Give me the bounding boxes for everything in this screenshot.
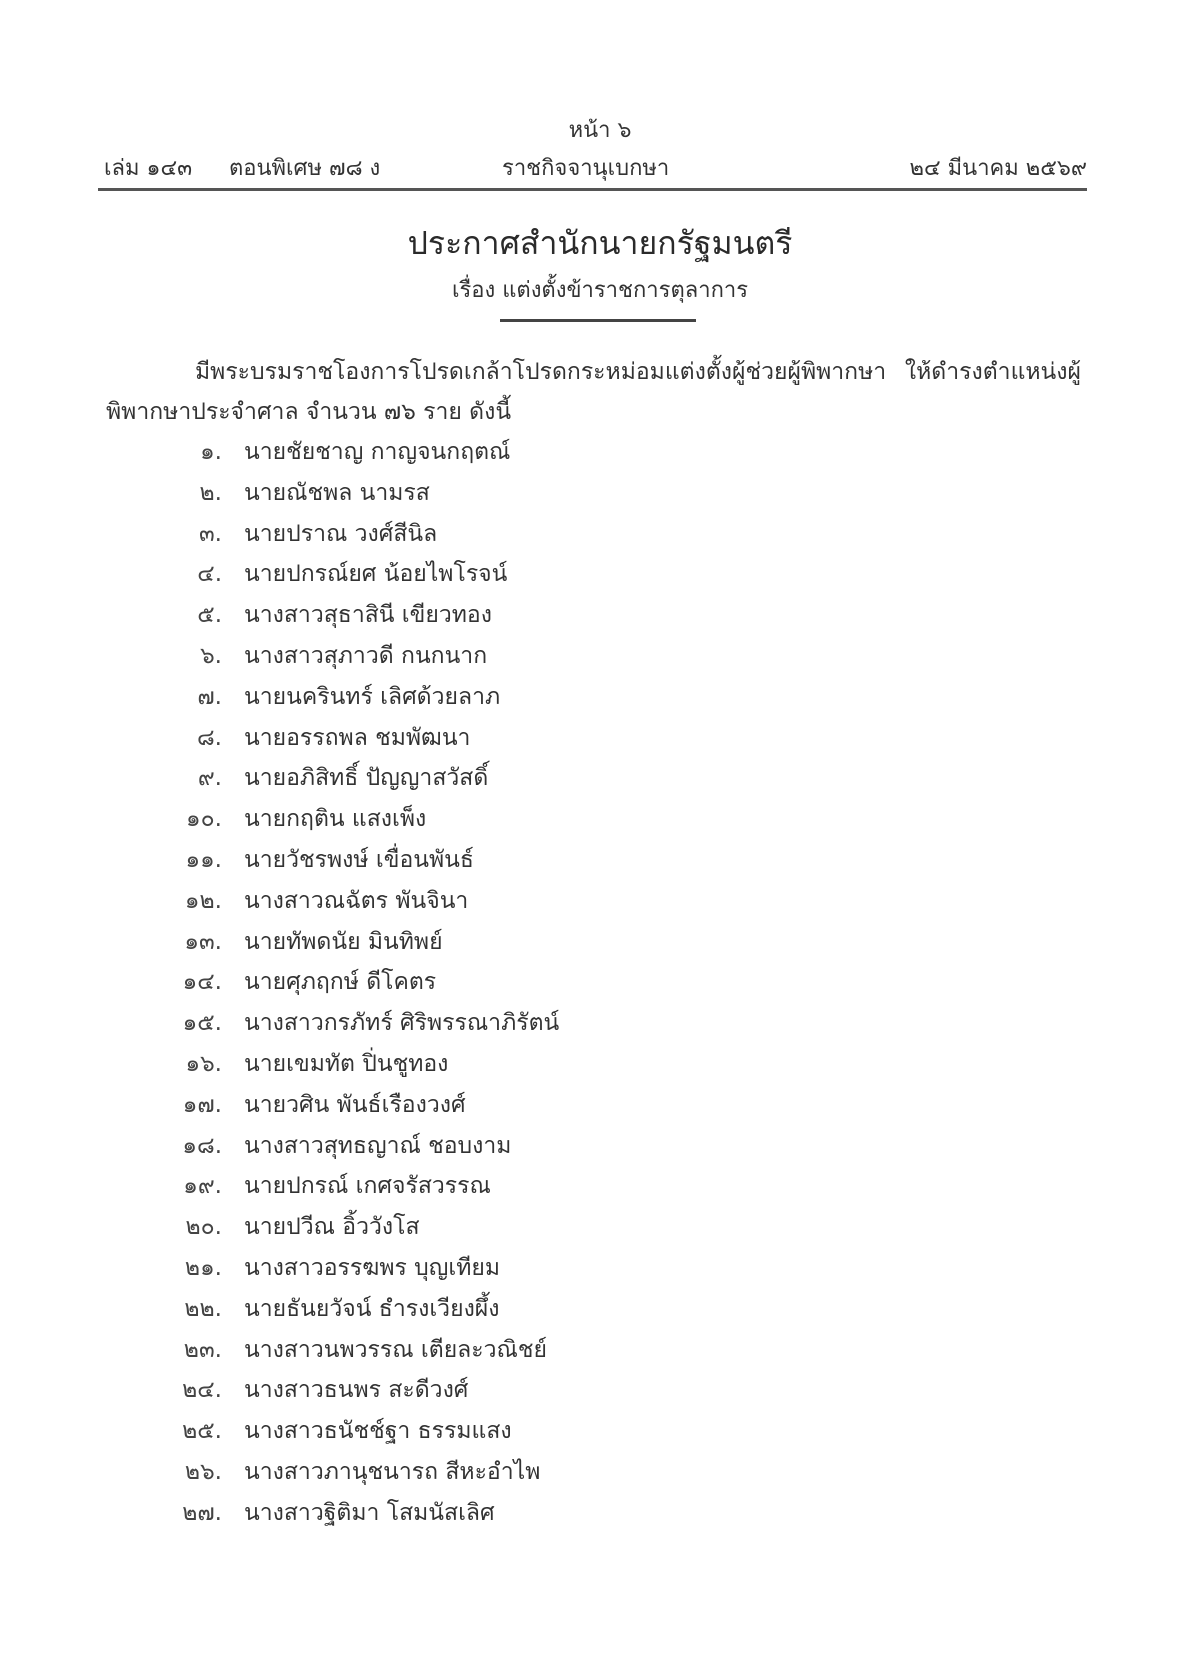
appointee-name: นางสาวสุทธญาณ์ ชอบงาม [244, 1132, 512, 1159]
appointee-name: นางสาวฐิติมา โสมนัสเลิศ [244, 1499, 495, 1526]
appointee-name: นายทัพดนัย มินทิพย์ [244, 928, 443, 955]
appointee-name: นายณัชพล นามรส [244, 479, 430, 506]
publication-name: ราชกิจจานุเบกษา [502, 156, 670, 181]
item-number: ๑๘. [182, 1132, 222, 1159]
list-item [160, 1289, 860, 1330]
item-number: ๒๐. [185, 1214, 222, 1241]
list-item [160, 799, 860, 840]
item-number: ๑๔. [182, 969, 222, 996]
header-rule [98, 188, 1087, 191]
item-number: ๒๗. [182, 1499, 222, 1526]
page-number: หน้า ๖ [568, 118, 632, 143]
list-item [160, 962, 860, 1003]
list-item [160, 1003, 860, 1044]
appointee-name: นายวศิน พันธ์เรืองวงศ์ [244, 1091, 466, 1118]
list-item [160, 636, 860, 677]
list-item [160, 432, 860, 473]
date: ๒๔ มีนาคม ๒๕๖๙ [909, 156, 1087, 181]
appointee-name: นายเขมทัต ปิ่นชูทอง [244, 1050, 449, 1077]
item-number: ๑๖. [185, 1050, 222, 1077]
list-item [160, 758, 860, 799]
list-item [160, 1493, 860, 1534]
item-number: ๑. [200, 439, 222, 465]
item-number: ๘. [196, 724, 222, 751]
list-item [160, 1452, 860, 1493]
gazette-header [104, 150, 1087, 182]
appointee-name: นายนครินทร์ เลิศด้วยลาภ [244, 683, 501, 710]
item-number: ๓. [198, 520, 222, 547]
list-item [160, 1370, 860, 1411]
appointee-name: นายวัชรพงษ์ เขื่อนพันธ์ [244, 846, 474, 873]
item-number: ๒๒. [184, 1295, 222, 1322]
appointee-name: นางสาวสุธาสินี เขียวทอง [244, 602, 492, 629]
body-paragraph: มีพระบรมราชโองการโปรดเกล้าโปรดกระหม่อมแต่งตั้งผู้ช่วยผู้พิพากษา ให้ดำรงตำแหน่งผู้พิพากษาประจำศาล จำนวน ๗๖ ราย ดังนี้ [106, 359, 1081, 425]
appointee-name: นางสาวณฉัตร พันจินา [244, 887, 469, 914]
issue: ตอนพิเศษ ๗๘ ง [229, 156, 381, 181]
title-divider [500, 319, 696, 322]
list-item [160, 1207, 860, 1248]
item-number: ๒๓. [183, 1336, 222, 1363]
item-number: ๕. [197, 602, 222, 629]
appointee-name: นายศุภฤกษ์ ดีโคตร [244, 969, 437, 996]
appointee-name: นางสาวอรรฆพร บุญเทียม [244, 1254, 501, 1281]
item-number: ๒๑. [184, 1254, 222, 1281]
item-number: ๑๕. [182, 1010, 222, 1037]
item-number: ๔. [197, 561, 222, 588]
appointee-name: นายอรรถพล ชมพัฒนา [244, 724, 471, 751]
announcement-title: ประกาศสำนักนายกรัฐมนตรี [407, 224, 793, 262]
item-number: ๗. [197, 683, 222, 710]
list-item [160, 1411, 860, 1452]
appointee-name: นางสาวสุภาวดี กนกนาก [244, 642, 488, 669]
list-item [160, 881, 860, 922]
list-item [160, 1044, 860, 1085]
list-item [160, 718, 860, 759]
appointee-name: นายกฤติน แสงเพ็ง [244, 806, 427, 833]
list-item [160, 473, 860, 514]
appointee-name: นายปวีณ อิ้ววังโส [244, 1214, 420, 1241]
appointee-name: นางสาวธนพร สะดีวงศ์ [244, 1377, 469, 1404]
item-number: ๑๒. [184, 887, 222, 914]
list-item [160, 922, 860, 963]
list-item [160, 1330, 860, 1371]
item-number: ๒๕. [182, 1418, 222, 1445]
appointee-name: นางสาวธนัชช์ฐา ธรรมแสง [244, 1418, 512, 1445]
item-number: ๙. [197, 765, 222, 792]
list-item [160, 1166, 860, 1207]
appointee-name: นายปกรณ์ยศ น้อยไพโรจน์ [244, 561, 508, 588]
list-item [160, 514, 860, 555]
list-item [160, 1085, 860, 1126]
item-number: ๒๔. [182, 1377, 222, 1404]
item-number: ๖. [200, 642, 222, 669]
appointee-name: นายอภิสิทธิ์ ปัญญาสวัสดิ์ [244, 765, 489, 792]
item-number: ๑๗. [182, 1091, 222, 1118]
item-number: ๒. [199, 479, 222, 506]
list-item [160, 595, 860, 636]
appointee-name: นายชัยชาญ กาญจนกฤตณ์ [244, 439, 511, 465]
volume: เล่ม ๑๔๓ [104, 156, 193, 181]
list-item [160, 677, 860, 718]
appointee-name: นายปราณ วงศ์สีนิล [244, 520, 438, 547]
appointee-list [160, 432, 860, 1534]
appointee-name: นางสาวนพวรรณ เตียละวณิชย์ [244, 1336, 547, 1363]
appointee-name: นายปกรณ์ เกศจรัสวรรณ [244, 1173, 491, 1200]
appointee-name: นายธันยวัจน์ ธำรงเวียงผึ้ง [244, 1295, 500, 1322]
announcement-subject: เรื่อง แต่งตั้งข้าราชการตุลาการ [451, 278, 749, 303]
item-number: ๑๐. [186, 806, 222, 833]
appointee-name: นางสาวกรภัทร์ ศิริพรรณาภิรัตน์ [244, 1010, 560, 1037]
item-number: ๒๖. [184, 1458, 222, 1485]
list-item [160, 1126, 860, 1167]
appointee-name: นางสาวภานุชนารถ สีหะอำไพ [244, 1458, 541, 1485]
list-item [160, 840, 860, 881]
list-item [160, 1248, 860, 1289]
item-number: ๑๙. [183, 1173, 222, 1200]
item-number: ๑๓. [184, 928, 222, 955]
list-item [160, 554, 860, 595]
item-number: ๑๑. [185, 846, 222, 873]
